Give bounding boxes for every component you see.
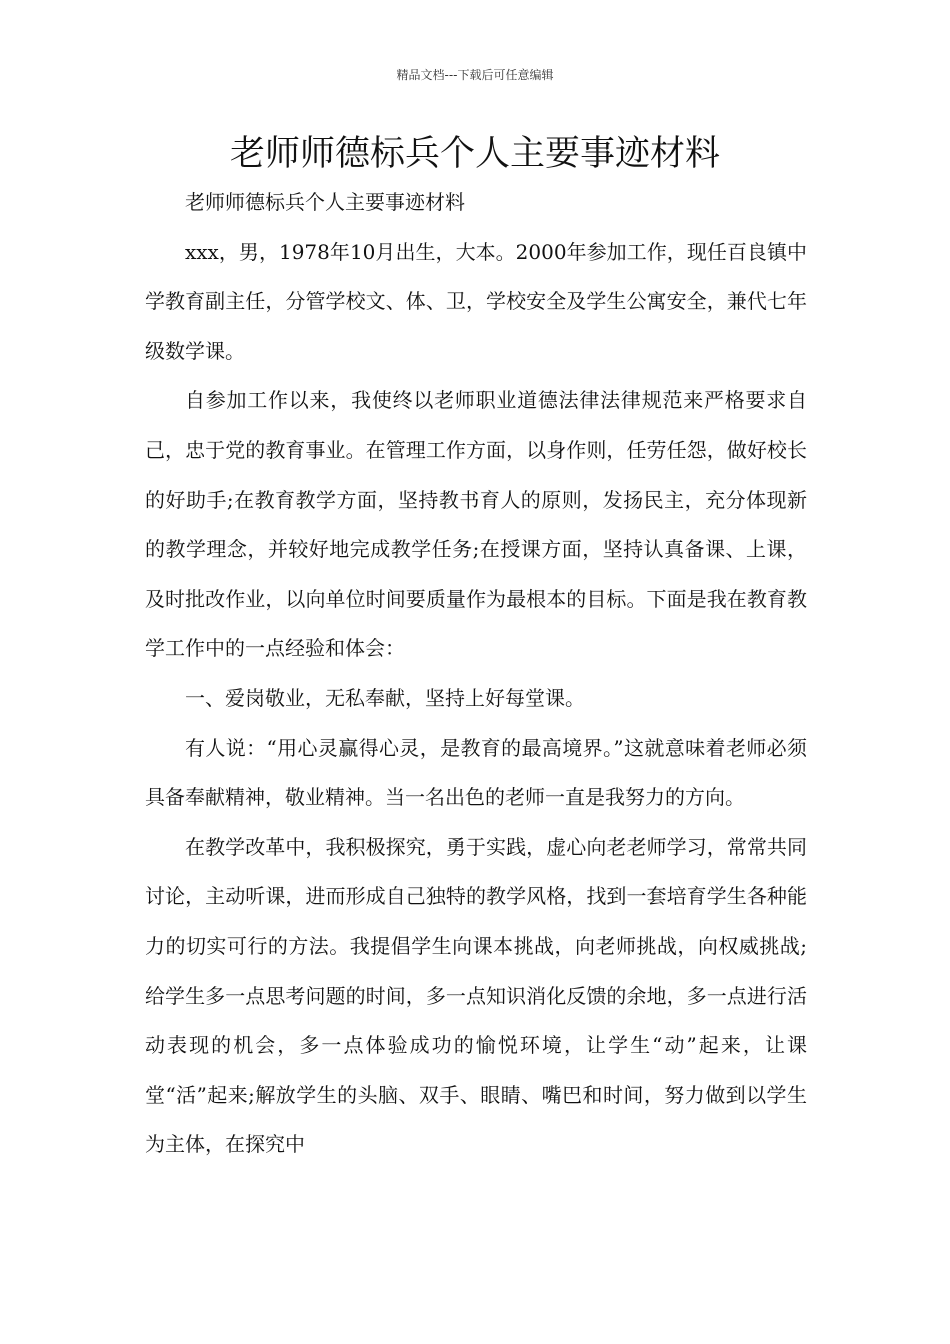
document-title: 老师师德标兵个人主要事迹材料 [229, 134, 720, 174]
document-body [145, 178, 807, 1170]
paragraph-teaching-reform: 在教学改革中，我积极探究，勇于实践，虚心向老老师学习，常常共同讨论，主动听课，进而形成自己独特的教学风格，找到一套培育学生各种能力的切实可行的方法。我提倡学生向课本挑战，向老师挑战，向权威挑战;给学生多一点思考问题的时间，多一点知识消化反馈的余地，多一点进行活动表现的机会，多一点体验成功的愉悦环境，让学生“动”起来，让课堂“活”起来;解放学生的头脑、双手、眼睛、嘴巴和时间，努力做到以学生为主体，在探究中 [145, 834, 807, 1157]
paragraph-overview: 自参加工作以来，我使终以老师职业道德法律法律规范来严格要求自己，忠于党的教育事业。在管理工作方面，以身作则，任劳任怨，做好校长的好助手;在教育教学方面，坚持教书育人的原则，发扬民主，充分体现新的教学理念，并较好地完成教学任务;在授课方面，坚持认真备课、上课，及时批改作业，以向单位时间要质量作为最根本的目标。下面是我在教育教学工作中的一点经验和体会： [145, 388, 807, 661]
paragraph-quote: 有人说：“用心灵赢得心灵，是教育的最高境界。”这就意味着老师必须具备奉献精神，敬业精神。当一名出色的老师一直是我努力的方向。 [145, 735, 807, 810]
header-note: 精品文档---下载后可任意编辑 [396, 68, 554, 82]
paragraph-intro: xxx，男，1978年10月出生，大本。2000年参加工作，现任百良镇中学教育副主任，分管学校文、体、卫，学校安全及学生公寓安全，兼代七年级数学课。 [145, 239, 807, 363]
section-heading: 一、爱岗敬业，无私奉献，坚持上好每堂课。 [185, 685, 585, 710]
subtitle-paragraph: 老师师德标兵个人主要事迹材料 [185, 190, 465, 214]
